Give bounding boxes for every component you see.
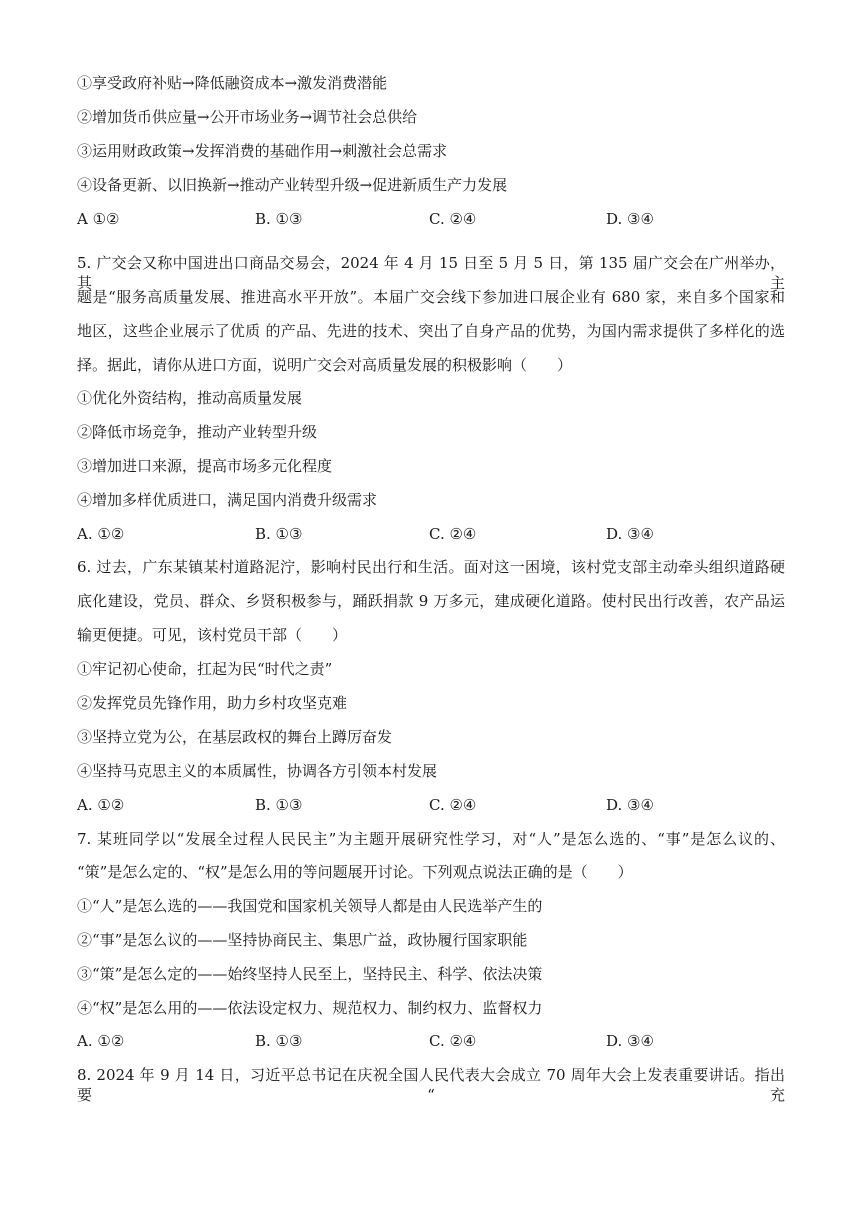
option-d: D. ③④ bbox=[606, 1032, 654, 1050]
answer-item: ③坚持立党为公，在基层政权的舞台上蹲厉奋发 bbox=[77, 728, 393, 746]
question-stem-line: 底化建设，党员、群众、乡贤积极参与，踊跃捐款 9 万多元，建成硬化道路。使村民出行改善，农产品运 bbox=[77, 592, 785, 610]
option-b: B. ①③ bbox=[255, 525, 303, 543]
option-d: D. ③④ bbox=[606, 210, 654, 228]
answer-item: ②发挥党员先锋作用，助力乡村攻坚克难 bbox=[77, 694, 348, 712]
question-stem-line: 5. 广交会又称中国进出口商品交易会，2024 年 4 月 15 日至 5 月 5 日，第 135 届广交会在广州举办，其主 bbox=[77, 254, 785, 292]
answer-item: ①牢记初心使命，扛起为民“时代之责” bbox=[77, 660, 333, 678]
option-d: D. ③④ bbox=[606, 796, 654, 814]
option-row bbox=[77, 795, 785, 815]
answer-item: ④增加多样优质进口，满足国内消费升级需求 bbox=[77, 491, 378, 509]
option-c: C. ②④ bbox=[429, 210, 477, 228]
option-a: A. ①② bbox=[77, 796, 125, 814]
answer-item: ②增加货币供应量→公开市场业务→调节社会总供给 bbox=[77, 108, 418, 126]
answer-item: ④设备更新、以旧换新→推动产业转型升级→促进新质生产力发展 bbox=[77, 176, 508, 194]
question-stem-line: 择。据此，请你从进口方面，说明广交会对高质量发展的积极影响（ ） bbox=[77, 356, 573, 374]
option-c: C. ②④ bbox=[429, 796, 477, 814]
option-b: B. ①③ bbox=[255, 210, 303, 228]
answer-item: ④“权”是怎么用的——依法设定权力、规范权力、制约权力、监督权力 bbox=[77, 999, 543, 1017]
question-stem-line: 7. 某班同学以“发展全过程人民民主”为主题开展研究性学习，对“人”是怎么选的、“事”是怎么议的、 bbox=[77, 830, 785, 848]
option-row bbox=[77, 524, 785, 544]
option-row bbox=[77, 209, 785, 229]
option-row bbox=[77, 1031, 785, 1051]
option-a: A ①② bbox=[77, 210, 120, 228]
option-c: C. ②④ bbox=[429, 1032, 477, 1050]
question-stem-line: 题是“服务高质量发展、推进高水平开放”。本届广交会线下参加进口展企业有 680 家，来自多个国家和 bbox=[77, 288, 785, 306]
option-d: D. ③④ bbox=[606, 525, 654, 543]
option-a: A. ①② bbox=[77, 1032, 125, 1050]
option-a: A. ①② bbox=[77, 525, 125, 543]
answer-item: ①享受政府补贴→降低融资成本→激发消费潜能 bbox=[77, 74, 388, 92]
answer-item: ②“事”是怎么议的——坚持协商民主、集思广益，政协履行国家职能 bbox=[77, 931, 528, 949]
question-stem-line: 8. 2024 年 9 月 14 日，习近平总书记在庆祝全国人民代表大会成立 70 周年大会上发表重要讲话。指出要“充 bbox=[77, 1066, 785, 1104]
answer-item: ③增加进口来源，提高市场多元化程度 bbox=[77, 457, 333, 475]
answer-item: ④坚持马克思主义的本质属性，协调各方引领本村发展 bbox=[77, 762, 438, 780]
question-stem-line: “策”是怎么定的、“权”是怎么用的等问题展开讨论。下列观点说法正确的是（ ） bbox=[77, 863, 633, 881]
answer-item: ③“策”是怎么定的——始终坚持人民至上，坚持民主、科学、依法决策 bbox=[77, 965, 543, 983]
option-b: B. ①③ bbox=[255, 796, 303, 814]
question-stem-line: 地区，这些企业展示了优质 的产品、先进的技术、突出了自身产品的优势，为国内需求提供了多样化的选 bbox=[77, 322, 785, 340]
option-c: C. ②④ bbox=[429, 525, 477, 543]
answer-item: ①“人”是怎么选的——我国党和国家机关领导人都是由人民选举产生的 bbox=[77, 897, 543, 915]
answer-item: ②降低市场竞争，推动产业转型升级 bbox=[77, 423, 318, 441]
question-stem-line: 6. 过去，广东某镇某村道路泥泞，影响村民出行和生活。面对这一困境，该村党支部主动牵头组织道路硬 bbox=[77, 558, 785, 576]
answer-item: ①优化外资结构，推动高质量发展 bbox=[77, 389, 303, 407]
option-b: B. ①③ bbox=[255, 1032, 303, 1050]
question-stem-line: 输更便捷。可见，该村党员干部（ ） bbox=[77, 626, 348, 644]
answer-item: ③运用财政政策→发挥消费的基础作用→刺激社会总需求 bbox=[77, 142, 448, 160]
